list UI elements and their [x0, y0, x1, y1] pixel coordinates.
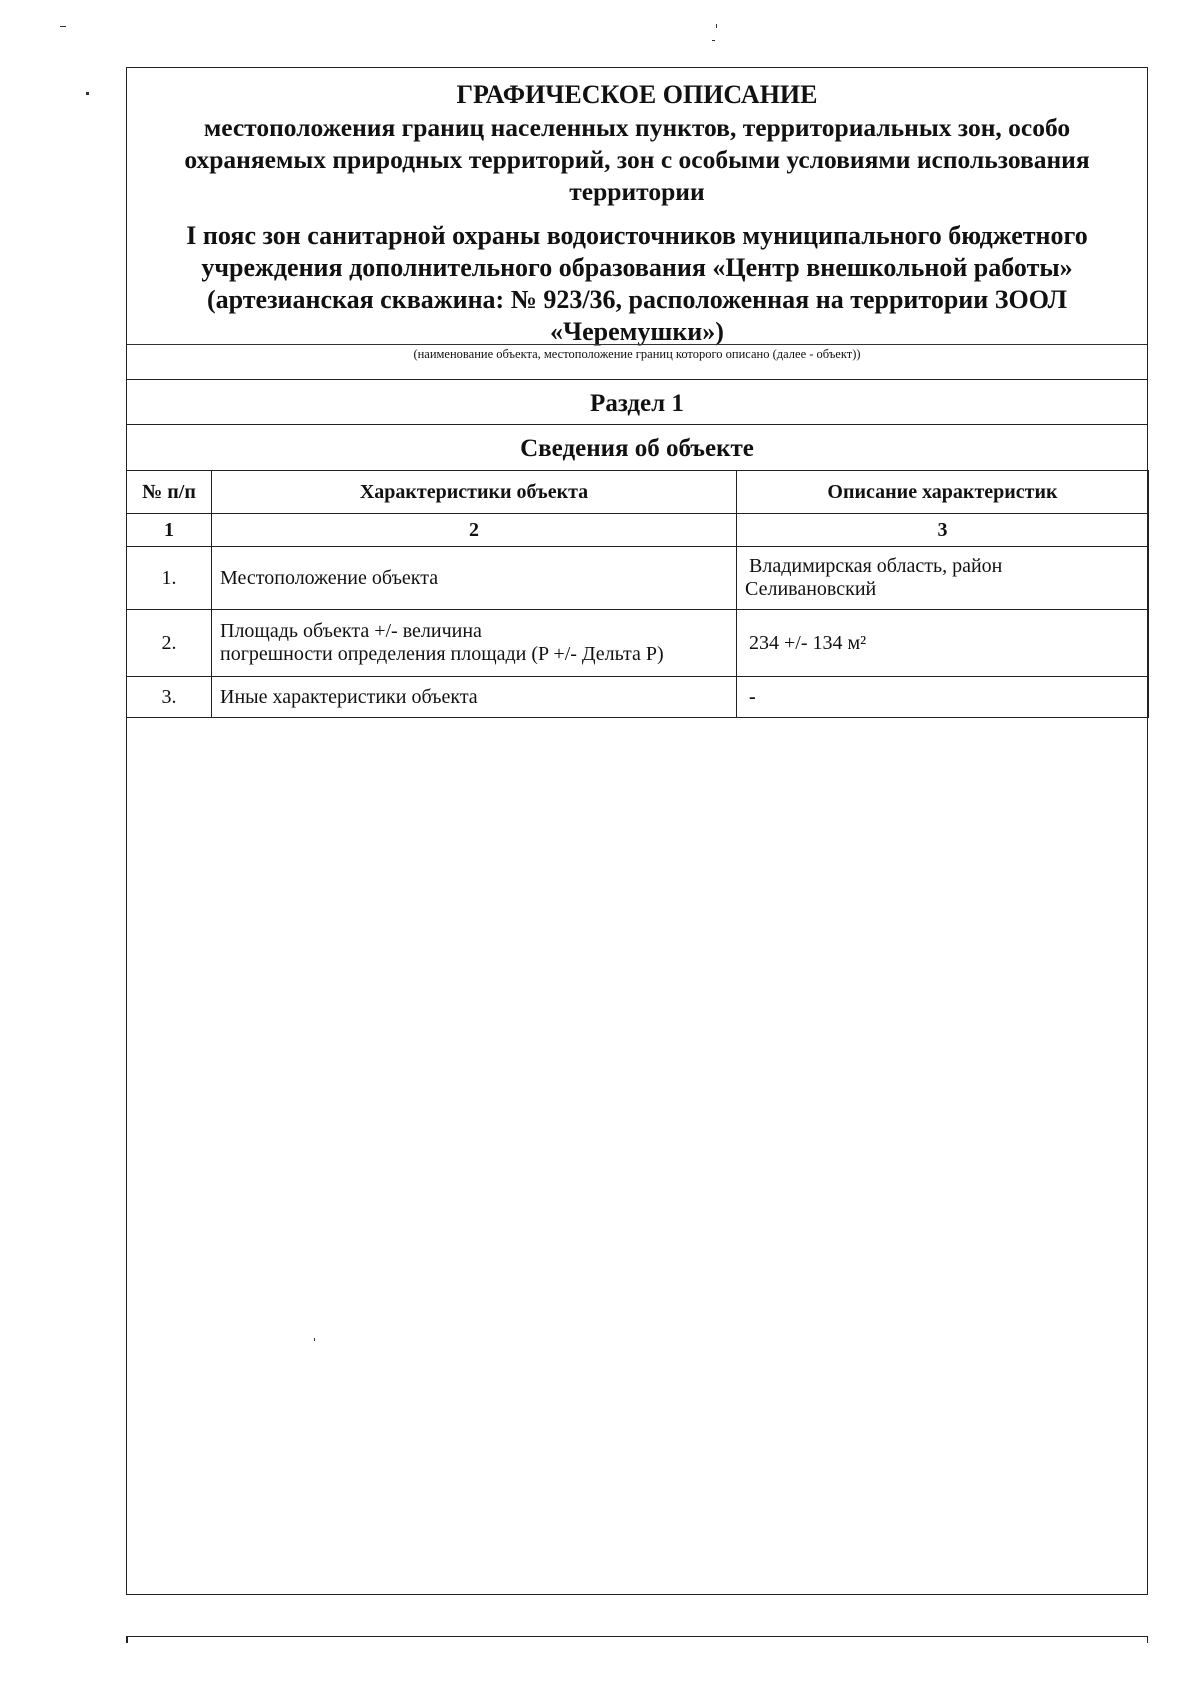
divider	[127, 424, 1147, 425]
row-description	[737, 547, 1149, 610]
row-description	[737, 677, 1149, 718]
table-row	[127, 677, 1149, 718]
table-row	[127, 547, 1149, 610]
object-name-line: учреждения дополнительного образования «Центр внешкольной работы»	[201, 253, 1073, 282]
section-subtitle: Сведения об объекте	[520, 435, 754, 462]
object-info-table	[126, 470, 1149, 718]
row-number: 3.	[127, 677, 212, 718]
object-name-line: I пояс зон санитарной охраны водоисточников муниципального бюджетного	[186, 221, 1088, 250]
scan-speck	[712, 40, 715, 41]
object-name-line: (артезианская скважина: № 923/36, расположенная на территории ЗООЛ	[206, 285, 1068, 314]
document-frame	[126, 67, 1148, 1595]
column-number: 2	[212, 514, 737, 547]
subtitle-line: охраняемых природных территорий, зон с особыми условиями использования	[184, 145, 1090, 174]
cell-line: Селивановский	[745, 578, 877, 600]
header-cell-number: № п/п	[127, 471, 212, 514]
row-description	[737, 610, 1149, 677]
cell-line: погрешности определения площади (P +/- Дельта P)	[220, 643, 664, 665]
cell-line: -	[749, 685, 756, 708]
table-row	[127, 610, 1149, 677]
column-number: 3	[737, 514, 1149, 547]
bottom-border-line	[126, 1636, 1148, 1637]
section-title: Раздел 1	[590, 390, 684, 417]
document-subtitle	[137, 112, 1137, 208]
object-name-caption: (наименование объекта, местоположение границ которого описано (далее - объект))	[413, 347, 861, 361]
scan-speck	[60, 26, 66, 27]
subtitle-line: территории	[569, 177, 705, 206]
object-name-line: «Черемушки»)	[550, 317, 724, 346]
document-title: ГРАФИЧЕСКОЕ ОПИСАНИЕ	[456, 80, 818, 109]
cell-line: Владимирская область, район	[749, 555, 1003, 577]
cell-line: Иные характеристики объекта	[220, 685, 478, 708]
row-characteristic	[212, 610, 737, 677]
header-cell-characteristic: Характеристики объекта	[212, 471, 737, 514]
header-cell-description: Описание характеристик	[737, 471, 1149, 514]
row-characteristic	[212, 547, 737, 610]
divider	[127, 379, 1147, 380]
scan-speck	[86, 92, 89, 95]
cell-line: 234 +/- 134 м²	[749, 631, 867, 654]
object-name	[137, 220, 1137, 348]
column-number-row	[127, 514, 1149, 547]
row-number: 1.	[127, 547, 212, 610]
row-number: 2.	[127, 610, 212, 677]
row-characteristic	[212, 677, 737, 718]
object-name-underline	[127, 344, 1147, 345]
scan-speck	[716, 24, 717, 28]
cell-line: Местоположение объекта	[220, 566, 439, 589]
cell-line: Площадь объекта +/- величина	[220, 620, 482, 642]
subtitle-line: местоположения границ населенных пунктов, территориальных зон, особо	[203, 113, 1071, 142]
column-number: 1	[127, 514, 212, 547]
table-header-row	[127, 471, 1149, 514]
